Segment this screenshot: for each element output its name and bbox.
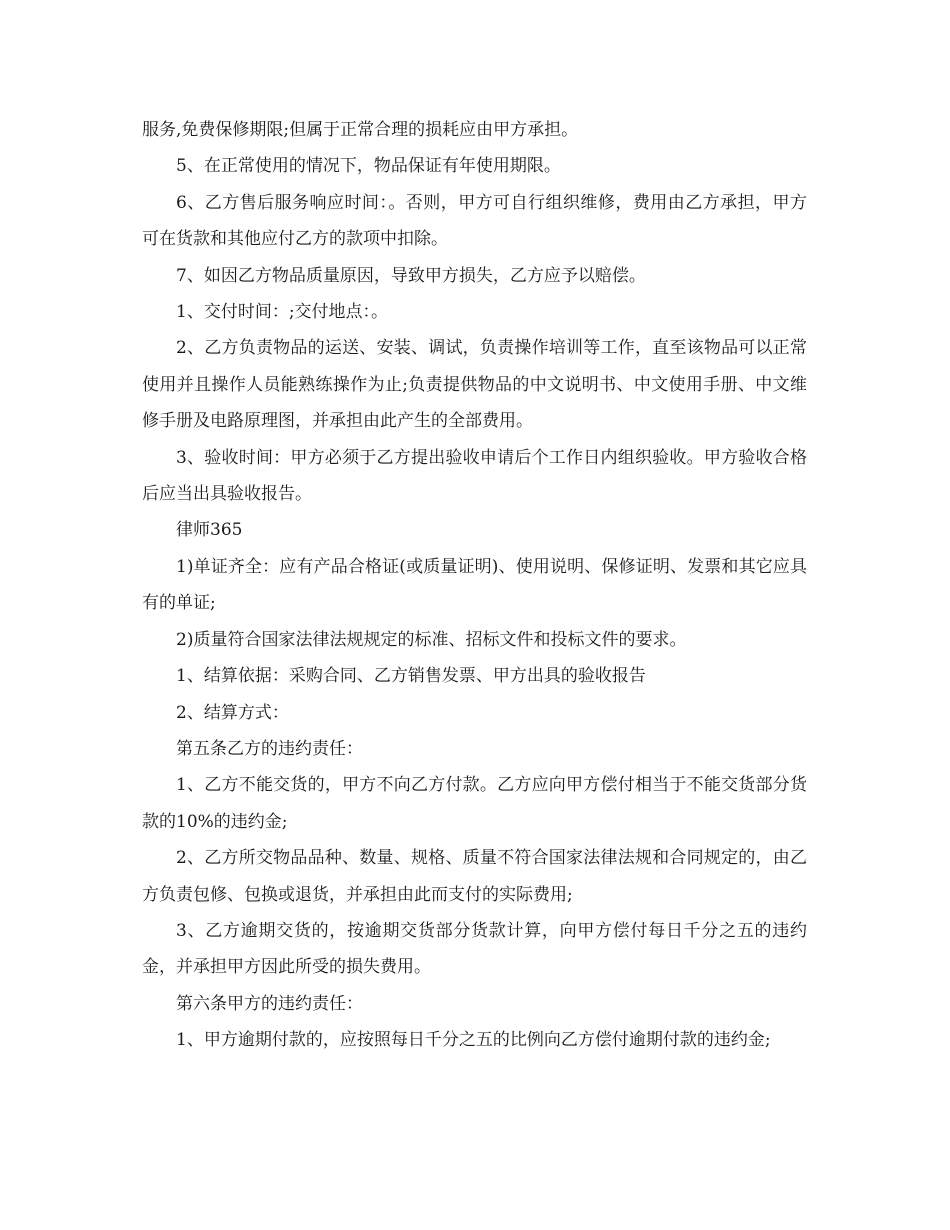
paragraph-quality-standard: 2)质量符合国家法律法规规定的标准、招标文件和投标文件的要求。 — [176, 629, 687, 650]
paragraph-late-payment: 1、甲方逾期付款的，应按照每日千分之五的比例向乙方偿付逾期付款的违约金; — [176, 1030, 771, 1051]
paragraph-settlement-method: 2、结算方式： — [176, 702, 289, 723]
paragraph-settlement-basis: 1、结算依据：采购合同、乙方销售发票、甲方出具的验收报告 — [176, 666, 646, 687]
paragraph-late-delivery: 3、乙方逾期交货的，按逾期交货部分货款计算，向甲方偿付每日千分之五的违约金，并承担甲方因此所受的损失费用。 — [142, 920, 807, 978]
heading-article-five: 第五条乙方的违约责任： — [176, 738, 363, 759]
paragraph-installation: 2、乙方负责物品的运送、安装、调试，负责操作培训等工作，直至该物品可以正常使用并且操作人员能熟练操作为止;负责提供物品的中文说明书、中文使用手册、中文维修手册及电路原理图，并承担由此产生的全部费用。 — [142, 338, 807, 432]
document-body — [142, 112, 807, 1059]
paragraph-watermark-text: 律师365 — [176, 520, 243, 541]
paragraph-quality-compensation: 7、如因乙方物品质量原因，导致甲方损失，乙方应予以赔偿。 — [176, 265, 646, 286]
paragraph-acceptance-time: 3、验收时间：甲方必须于乙方提出验收申请后个工作日内组织验收。甲方验收合格后应当出具验收报告。 — [142, 447, 807, 505]
paragraph-service-response: 6、乙方售后服务响应时间：。否则，甲方可自行组织维修，费用由乙方承担，甲方可在货款和其他应付乙方的款项中扣除。 — [142, 192, 807, 250]
paragraph-delivery-time: 1、交付时间：;交付地点：。 — [176, 302, 389, 323]
paragraph-nonconforming-goods: 2、乙方所交物品品种、数量、规格、质量不符合国家法律法规和合同规定的，由乙方负责包修、包换或退货，并承担由此而支付的实际费用; — [142, 848, 807, 905]
paragraph-documents-complete: 1)单证齐全：应有产品合格证(或质量证明)、使用说明、保修证明、发票和其它应具有的单证; — [142, 556, 807, 614]
paragraph-no-delivery: 1、乙方不能交货的，甲方不向乙方付款。乙方应向甲方偿付相当于不能交货部分货款的10%的违约金; — [142, 775, 807, 832]
heading-article-six: 第六条甲方的违约责任： — [176, 993, 363, 1014]
paragraph-continuation: 服务,免费保修期限;但属于正常合理的损耗应由甲方承担。 — [142, 120, 579, 140]
paragraph-warranty-period: 5、在正常使用的情况下，物品保证有年使用期限。 — [176, 156, 561, 177]
